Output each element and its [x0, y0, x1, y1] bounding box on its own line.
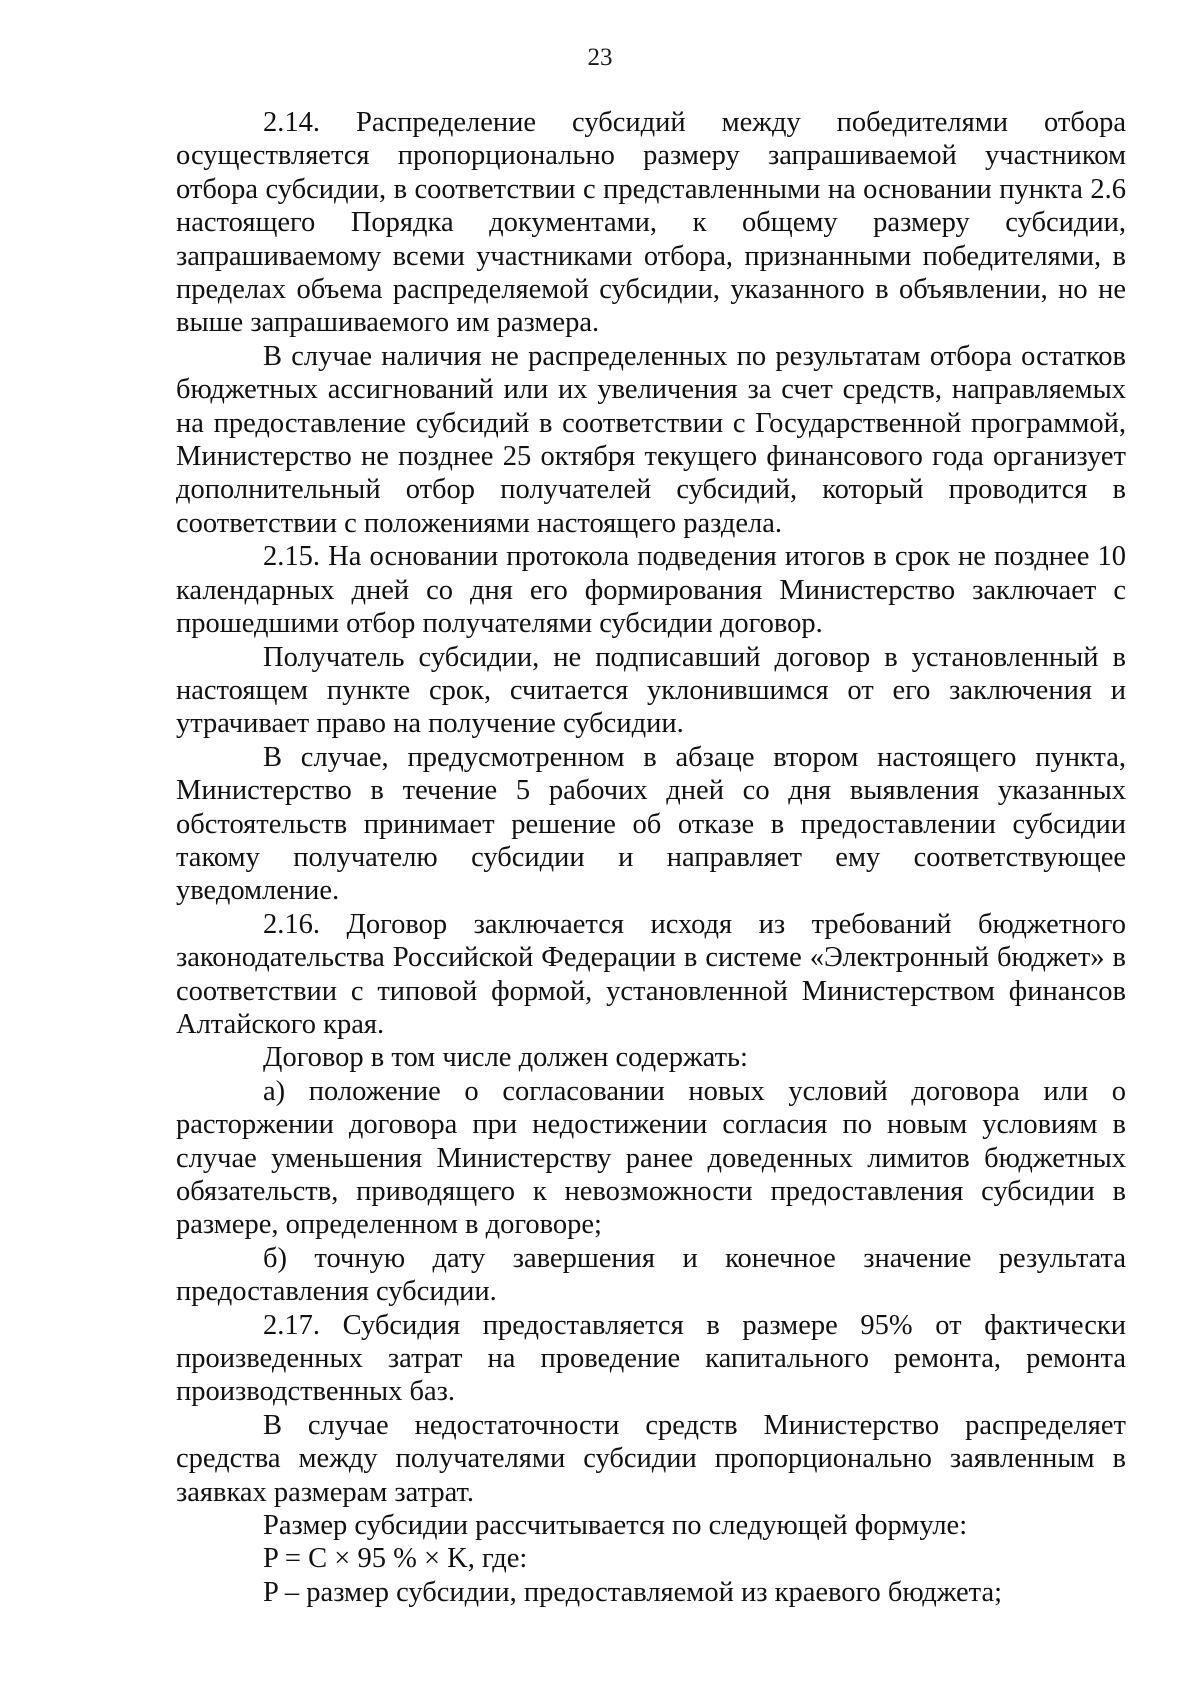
paragraph-2-16: 2.16. Договор заключается исходя из требований бюджетного законодательства Российской Федерации в системе «Электронный бюджет» в соответствии с типовой формой, установленной Министерством финансов Алтайского края.: [176, 908, 1126, 1040]
formula-definition-p: P – размер субсидии, предоставляемой из краевого бюджета;: [263, 1576, 1003, 1608]
paragraph-insufficient-funds: В случае недостаточности средств Министерство распределяет средства между получателями субсидии пропорционально заявленным в заявках размерам затрат.: [176, 1409, 1126, 1508]
paragraph-refusal-notice: В случае, предусмотренном в абзаце втором настоящего пункта, Министерство в течение 5 рабочих дней со дня выявления указанных обстоятельств принимает решение об отказе в предоставлении субсидии такому получателю субсидии и направляет ему соответствующее уведомление.: [176, 741, 1126, 907]
list-item-b: б) точную дату завершения и конечное значение результата предоставления субсидии.: [176, 1242, 1126, 1308]
paragraph-contract-contents: Договор в том числе должен содержать:: [263, 1042, 748, 1074]
paragraph-unsigned-contract: Получатель субсидии, не подписавший договор в установленный в настоящем пункте срок, считается уклонившимся от его заключения и утрачивает право на получение субсидии.: [176, 641, 1126, 740]
paragraph-remaining-funds: В случае наличия не распределенных по результатам отбора остатков бюджетных ассигнований или их увеличения за счет средств, направляемых на предоставление субсидий в соответствии с Государственной программой, Министерство не позднее 25 октября текущего финансового года организует дополнительный отбор получателей субсидий, который проводится в соответствии с положениями настоящего раздела.: [176, 340, 1126, 539]
paragraph-formula-intro: Размер субсидии рассчитывается по следующей формуле:: [263, 1510, 968, 1542]
paragraph-2-17: 2.17. Субсидия предоставляется в размере 95% от фактически произведенных затрат на проведение капитального ремонта, ремонта производственных баз.: [176, 1309, 1126, 1408]
document-body: [176, 106, 1126, 1609]
page-number: 23: [587, 44, 613, 71]
paragraph-2-15: 2.15. На основании протокола подведения итогов в срок не позднее 10 календарных дней со дня его формирования Министерство заключает с прошедшими отбор получателями субсидии договор.: [176, 541, 1126, 640]
list-item-a: а) положение о согласовании новых условий договора или о расторжении договора при недостижении согласия по новым условиям в случае уменьшения Министерству ранее доведенных лимитов бюджетных обязательств, приводящего к невозможности предоставления субсидии в размере, определенном в договоре;: [176, 1075, 1126, 1241]
formula: P = C × 95 % × K, где:: [263, 1543, 528, 1575]
paragraph-2-14: 2.14. Распределение субсидий между победителями отбора осуществляется пропорционально размеру запрашиваемой участником отбора субсидии, в соответствии с представленными на основании пункта 2.6 настоящего Порядка документами, к общему размеру субсидии, запрашиваемому всеми участниками отбора, признанными победителями, в пределах объема распределяемой субсидии, указанного в объявлении, но не выше запрашиваемого им размера.: [176, 107, 1126, 339]
